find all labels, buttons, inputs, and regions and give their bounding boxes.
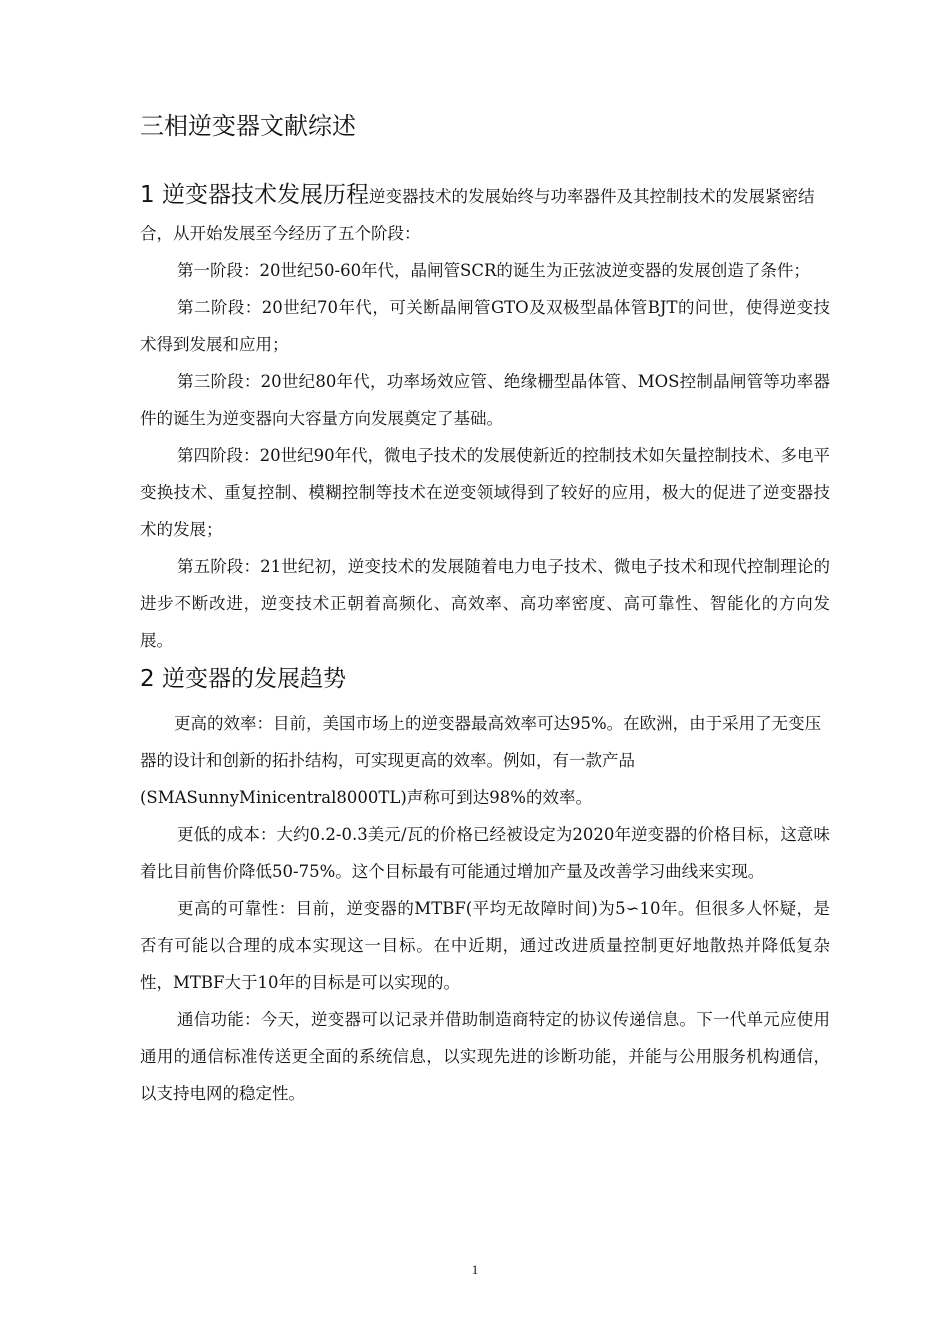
trend-efficiency-paragraph: 更高的效率：目前，美国市场上的逆变器最高效率可达95%。在欧洲，由于采用了无变压器的设计和创新的拓扑结构，可实现更高的效率。例如，有一款产品(SMASunnyMinicentral8000TL)声称可到达98%的效率。 — [140, 714, 822, 807]
page-number: 1 — [471, 1262, 479, 1277]
stage-1-paragraph: 第一阶段：20世纪50-60年代，晶闸管SCR的诞生为正弦波逆变器的发展创造了条件； — [177, 261, 810, 280]
stage-3-paragraph: 第三阶段：20世纪80年代，功率场效应管、绝缘栅型晶体管、MOS控制晶闸管等功率器件的诞生为逆变器向大容量方向发展奠定了基础。 — [140, 372, 830, 428]
section2-heading: 2 逆变器的发展趋势 — [140, 666, 346, 692]
stage-5-paragraph: 第五阶段：21世纪初，逆变技术的发展随着电力电子技术、微电子技术和现代控制理论的进步不断改进，逆变技术正朝着高频化、高效率、高功率密度、高可靠性、智能化的方向发展。 — [140, 557, 830, 650]
page-content — [140, 110, 830, 1112]
trend-reliability-paragraph: 更高的可靠性：目前，逆变器的MTBF(平均无故障时间)为5∽10年。但很多人怀疑，是否有可能以合理的成本实现这一目标。在中近期，通过改进质量控制更好地散热并降低复杂性，MTBF大于10年的目标是可以实现的。 — [140, 899, 830, 992]
section1-heading: 1 逆变器技术发展历程 — [140, 182, 369, 208]
section1-intro-text: 逆变器技术的发展始终与功率器件及其控制技术的发展紧密结合，从开始发展至今经历了五个阶段： — [140, 187, 815, 243]
trend-communication-paragraph: 通信功能：今天，逆变器可以记录并借助制造商特定的协议传递信息。下一代单元应使用通用的通信标准传送更全面的系统信息，以实现先进的诊断功能，并能与公用服务机构通信，以支持电网的稳定性。 — [140, 1010, 830, 1103]
document-title: 三相逆变器文献综述 — [140, 112, 356, 140]
section1-intro — [140, 178, 830, 252]
trend-cost-paragraph: 更低的成本：大约0.2-0.3美元/瓦的价格已经被设定为2020年逆变器的价格目标，这意味着比目前售价降低50-75%。这个目标最有可能通过增加产量及改善学习曲线来实现。 — [140, 825, 830, 881]
stage-4-paragraph: 第四阶段：20世纪90年代，微电子技术的发展使新近的控制技术如矢量控制技术、多电平变换技术、重复控制、模糊控制等技术在逆变领域得到了较好的应用，极大的促进了逆变器技术的发展； — [140, 446, 830, 539]
stage-2-paragraph: 第二阶段：20世纪70年代，可关断晶闸管GTO及双极型晶体管BJT的问世，使得逆变技术得到发展和应用； — [140, 298, 830, 354]
